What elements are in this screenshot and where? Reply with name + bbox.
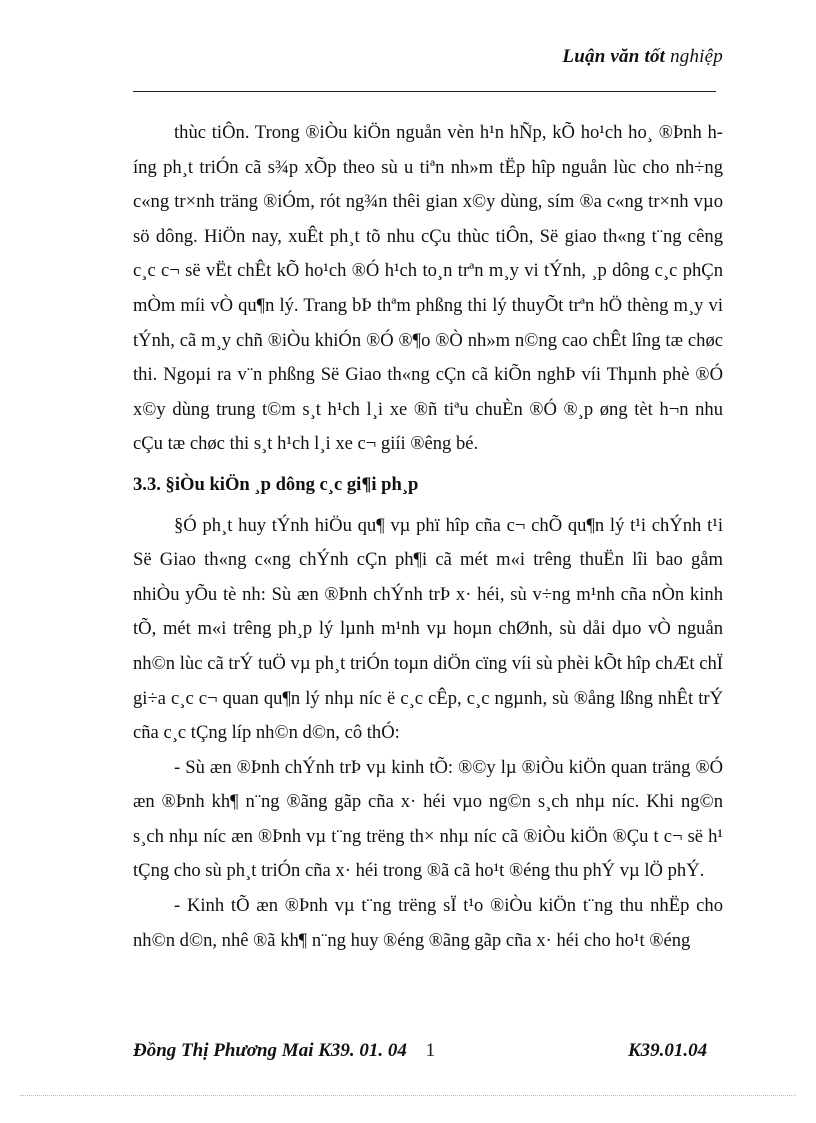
paragraph-2: §Ó ph¸t huy tÝnh hiÖu qu¶ vµ phï hîp cña c¬ chÕ qu¶n lý t¹i chÝnh t¹i Së Giao th«ng c«ng chÝnh cÇn ph¶i cã mét m«i trêng thuËn lîi bao gåm nhiÒu yÕu tè nh: Sù æn ®Þnh chÝnh trÞ x· héi, sù v÷ng m¹nh cña nÒn kinh tÕ, mét m«i trêng ph¸p lý lµnh m¹nh vµ hoµn chØnh, sù dåi dµo vÒ nguån nh©n lùc cã trÝ tuÖ vµ ph¸t triÓn toµn diÖn cïng víi sù phèi kÕt hîp chÆt chÏ gi÷a c¸c c¬ quan qu¶n lý nhµ níc ë c¸c cÊp, c¸c ngµnh, sù ®ång lßng nhÊt trÝ cña c¸c tÇng líp nh©n d©n, cô thÓ:	[133, 514, 723, 744]
page-number: 1	[425, 1040, 436, 1061]
page-header	[133, 46, 723, 68]
footer-class-code: K39. 01. 04	[318, 1040, 407, 1061]
header-title-bold: Luận văn tốt	[562, 46, 666, 67]
paragraph-4: - Kinh tÕ æn ®Þnh vµ t¨ng trëng sÏ t¹o ®iÒu kiÖn t¨ng thu nhËp cho nh©n d©n, nhê ®ã kh¶ n¨ng huy ®éng ®ãng gãp cña x· héi cho ho¹t ®éng	[133, 895, 723, 951]
page-body	[133, 116, 723, 958]
paragraph-3: - Sù æn ®Þnh chÝnh trÞ vµ kinh tÕ: ®©y lµ ®iÒu kiÖn quan träng ®Ó æn ®Þnh kh¶ n¨ng ®ãng gãp cña x· héi vµo ng©n s¸ch nhµ níc. Khi ng©n s¸ch nhµ níc æn ®Þnh vµ t¨ng trëng th× nhµ níc cã ®iÒu kiÖn ®Çu t c¬ së h¹ tÇng cho sù ph¸t triÓn cña x· héi trong ®ã cã ho¹t ®éng thu phÝ vµ lÖ phÝ.	[133, 756, 723, 882]
footer-code-right: K39.01.04	[628, 1040, 708, 1061]
paragraph-1: thùc tiÔn. Trong ®iÒu kiÖn nguån vèn h¹n hÑp, kÕ ho¹ch ho¸ ®Þnh híng ph¸t triÓn cã s¾p xÕp theo sù u tiªn nh»m tËp hîp nguån lùc cho nh÷ng c«ng tr×nh träng ®iÓm, rót ng¾n thêi gian x©y dùng, sím ®a c«ng tr×nh vµo sö dông. HiÖn nay, xuÊt ph¸t tõ nhu cÇu thùc tiÔn, Së giao th«ng t¨ng cêng c¸c c¬ së vËt chÊt kÕ ho¹ch ®Ó h¹ch to¸n trªn m¸y vi tÝnh, ¸p dông c¸c phÇn mÒm míi vÒ qu¶n lý. Trang bÞ thªm phßng thi lý thuyÕt trªn hÖ thèng m¸y vi tÝnh, cã m¸y chñ ®iÒu khiÓn ®Ó ®¶o ®Ò nh»m n©ng cao chÊt lîng tæ chøc thi. Ngoµi ra v¨n phßng Së Giao th«ng cÇn cã kiÕn nghÞ víi Thµnh phè ®Ó x©y dùng trung t©m s¸t h¹ch l¸i xe ®ñ tiªu chuÈn ®Ó ®¸p øng tèt h¬n nhu cÇu tæ chøc thi s¸t h¹ch l¸i xe c¬ giíi ®êng bé.	[133, 122, 723, 455]
header-rule	[133, 91, 716, 92]
page-footer-left	[133, 1040, 435, 1062]
footer-author: Đồng Thị Phương Mai	[133, 1040, 314, 1061]
header-title-normal: nghiệp	[665, 46, 723, 67]
section-heading: 3.3. §iÒu kiÖn ¸p dông c¸c gi¶i ph¸p	[133, 473, 419, 495]
page-break-separator	[20, 1095, 796, 1096]
